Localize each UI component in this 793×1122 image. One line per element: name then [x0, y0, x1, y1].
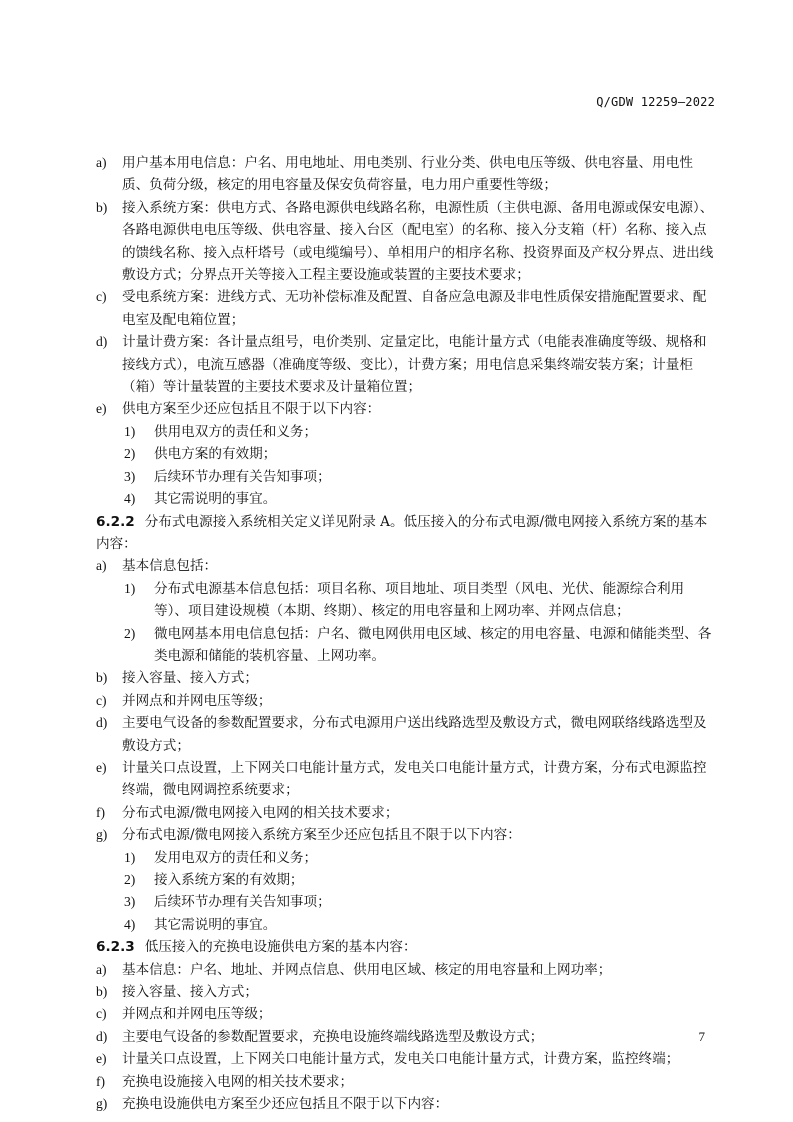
- list-item-text: 后续环节办理有关告知事项；: [154, 468, 331, 485]
- list-marker: a): [96, 558, 107, 574]
- list-item: [96, 286, 718, 331]
- list-marker: b): [96, 670, 108, 686]
- list-item: [96, 712, 718, 757]
- list-item: [96, 802, 718, 824]
- list-item: [96, 1093, 718, 1115]
- list-item: [96, 331, 718, 398]
- list-item-text: 其它需说明的事宜。: [154, 916, 277, 933]
- list-item-text: 基本信息包括：: [122, 558, 218, 575]
- list-item-text: 并网点和并网电压等级；: [122, 1006, 272, 1023]
- list-marker: a): [96, 155, 107, 170]
- list-marker: d): [96, 1028, 108, 1044]
- list-item-text: 主要电气设备的参数配置要求，分布式电源用户送出线路选型及敷设方式，微电网联络线路选型及敷设方式；: [122, 715, 707, 754]
- list-item: [96, 757, 718, 802]
- list-item: [96, 667, 718, 689]
- list-item-text: 接入系统方案的有效期；: [154, 872, 304, 888]
- list-item-text: 分布式电源/微电网接入电网的相关技术要求；: [122, 804, 399, 821]
- list-marker: d): [96, 715, 108, 731]
- section-text: 低压接入的充换电设施供电方案的基本内容：: [144, 939, 417, 956]
- sub-list-item: [96, 891, 718, 913]
- list-item-text: 发用电双方的责任和义务；: [154, 849, 318, 866]
- list-item-text: 用户基本用电信息：户名、用电地址、用电类别、行业分类、供电电压等级、供电容量、用电性质、负荷分级，核定的用电容量及保安负荷容量，电力用户重要性等级；: [122, 155, 693, 194]
- document-body: [96, 152, 718, 1115]
- list-item: [96, 981, 718, 1003]
- document-code-header: Q/GDW 12259—2022: [596, 95, 715, 109]
- list-item-text: 计量计费方案：各计量点组号，电价类别、定量定比，电能计量方式（电能表准确度等级、规格和接线方式），电流互感器（准确度等级、变比），计费方案；用电信息采集终端安装方案；计量柜（箱）等计量装置的主要技术要求及计量箱位置；: [122, 334, 707, 396]
- list-item: [96, 398, 718, 420]
- list-marker: f): [96, 1073, 106, 1089]
- list-marker: 3): [124, 894, 136, 910]
- section-number: 6.2.2: [96, 513, 135, 530]
- list-marker: e): [96, 401, 107, 417]
- sub-list-item: [96, 847, 718, 869]
- list-item: [96, 959, 718, 981]
- list-item-text: 供用电双方的责任和义务；: [154, 423, 318, 440]
- list-marker: d): [96, 334, 108, 350]
- list-marker: 1): [124, 423, 136, 439]
- list-item-text: 接入系统方案：供电方式、各路电源供电线路名称，电源性质（主供电源、备用电源或保安电源）、各路电源供电电压等级、供电容量、接入台区（配电室）的名称、接入分支箱（杆）名称、接入点的馈线名称、接入点杆塔号（或电缆编号）、单相用户的相序名称、投资界面及产权分界点、进出线敷设方式；分界点开关等接入工程主要设施或装置的主要技术要求；: [122, 199, 714, 284]
- sub-list-item: [96, 623, 718, 668]
- sub-list-item: [96, 914, 718, 936]
- list-marker: c): [96, 1006, 107, 1022]
- list-item-text: 其它需说明的事宜。: [154, 491, 277, 508]
- list-item: [96, 197, 718, 287]
- list-marker: e): [96, 1051, 107, 1067]
- list-item: [96, 1003, 718, 1025]
- list-item-text: 供电方案至少还应包括且不限于以下内容：: [122, 401, 381, 418]
- list-marker: 4): [124, 491, 136, 507]
- list-marker: b): [96, 984, 108, 1000]
- list-item: [96, 555, 718, 577]
- sub-list-item: [96, 869, 718, 891]
- page-number: 7: [698, 1029, 705, 1044]
- list-marker: c): [96, 289, 107, 305]
- list-item-text: 充换电设施供电方案至少还应包括且不限于以下内容：: [122, 1096, 449, 1113]
- list-marker: g): [96, 1096, 108, 1112]
- list-item-text: 分布式电源/微电网接入系统方案至少还应包括且不限于以下内容：: [122, 827, 521, 844]
- list-marker: g): [96, 827, 108, 843]
- sub-list-item: [96, 421, 718, 443]
- list-marker: e): [96, 759, 107, 775]
- list-marker: 2): [124, 446, 136, 462]
- list-item-text: 接入容量、接入方式；: [122, 670, 258, 687]
- list-item-text: 充换电设施接入电网的相关技术要求；: [122, 1073, 354, 1090]
- list-marker: 1): [124, 580, 136, 596]
- list-marker: c): [96, 692, 107, 708]
- list-item-text: 微电网基本用电信息包括：户名、微电网供用电区域、核定的用电容量、电源和储能类型、各类电源和储能的装机容量、上网功率。: [154, 625, 712, 664]
- list-item: [96, 824, 718, 846]
- list-marker: 2): [124, 625, 136, 641]
- list-item-text: 并网点和并网电压等级；: [122, 692, 272, 709]
- list-marker: 3): [124, 468, 136, 484]
- list-marker: 1): [124, 849, 136, 865]
- list-item-text: 分布式电源基本信息包括：项目名称、项目地址、项目类型（风电、光伏、能源综合利用等）、项目建设规模（本期、终期）、核定的用电容量和上网功率、并网点信息；: [154, 580, 685, 620]
- list-item: [96, 690, 718, 712]
- section-clause: [96, 511, 718, 556]
- list-item: [96, 1026, 718, 1048]
- list-item: [96, 1071, 718, 1093]
- list-item-text: 接入容量、接入方式；: [122, 984, 258, 1001]
- list-marker: 2): [124, 872, 136, 887]
- list-marker: b): [96, 199, 108, 215]
- list-item-text: 基本信息：户名、地址、并网点信息、供用电区域、核定的用电容量和上网功率；: [122, 961, 612, 978]
- list-item-text: 后续环节办理有关告知事项；: [154, 894, 331, 911]
- list-item-text: 主要电气设备的参数配置要求，充换电设施终端线路选型及敷设方式；: [122, 1028, 544, 1045]
- list-item-text: 供电方案的有效期；: [154, 446, 277, 463]
- section-clause: [96, 936, 718, 958]
- section-text: 分布式电源接入系统相关定义详见附录 A。低压接入的分布式电源/微电网接入系统方案的基本内容：: [96, 513, 708, 552]
- sub-list-item: [96, 488, 718, 510]
- sub-list-item: [96, 466, 718, 488]
- list-item-text: 计量关口点设置，上下网关口电能计量方式，发电关口电能计量方式，计费方案，分布式电源监控终端，微电网调控系统要求；: [122, 759, 707, 799]
- list-item-text: 计量关口点设置，上下网关口电能计量方式，发电关口电能计量方式，计费方案，监控终端；: [122, 1051, 680, 1068]
- list-item: [96, 1048, 718, 1070]
- section-number: 6.2.3: [96, 939, 135, 956]
- list-marker: f): [96, 804, 106, 820]
- list-item-text: 受电系统方案：进线方式、无功补偿标准及配置、自备应急电源及非电性质保安措施配置要求、配电室及配电箱位置；: [122, 289, 707, 328]
- sub-list-item: [96, 578, 718, 623]
- list-marker: a): [96, 961, 107, 977]
- sub-list-item: [96, 443, 718, 465]
- list-item: [96, 152, 718, 197]
- list-marker: 4): [124, 916, 136, 932]
